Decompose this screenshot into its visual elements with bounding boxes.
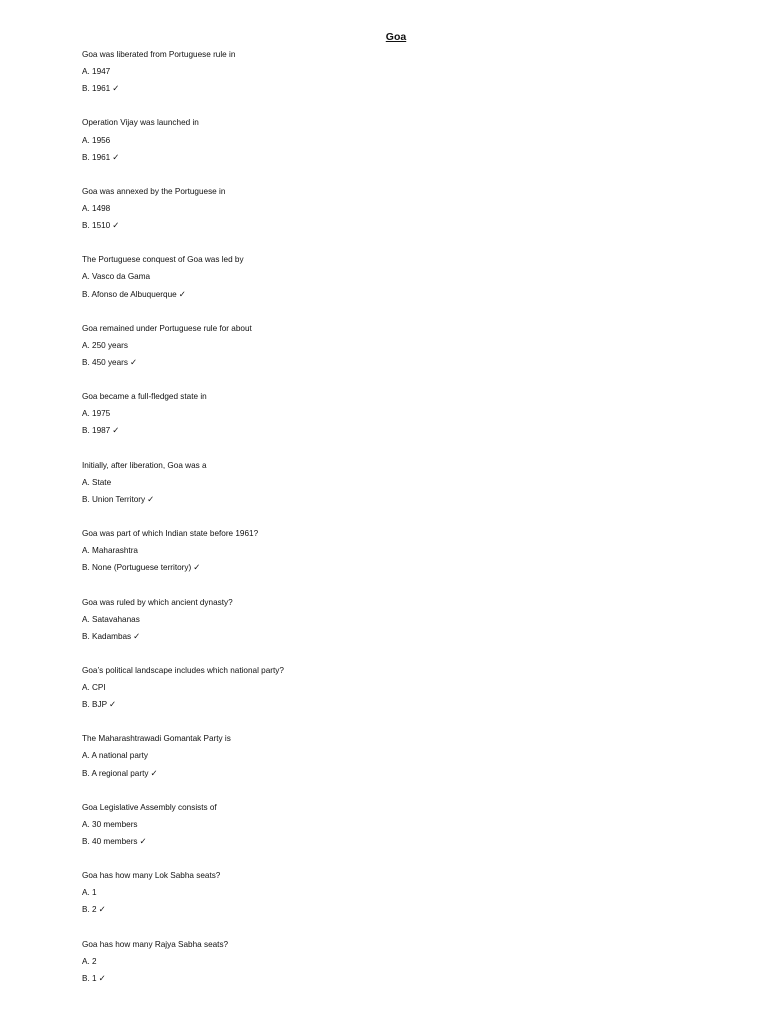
question-text: Goa has how many Lok Sabha seats? — [82, 871, 221, 881]
page-title: Goa — [385, 31, 407, 43]
check-mark-icon: ✓ — [133, 631, 141, 642]
check-mark-icon: ✓ — [112, 426, 120, 437]
question-block — [82, 939, 722, 1007]
check-mark-icon: ✓ — [147, 494, 155, 505]
option-b-text: B. BJP — [82, 700, 108, 710]
option-b-correct — [82, 83, 722, 100]
option-b-correct — [82, 699, 722, 716]
check-mark-icon: ✓ — [193, 563, 201, 574]
question-block — [82, 733, 722, 801]
question-text: Goa’s political landscape includes which national party? — [82, 665, 284, 675]
option-b-correct — [82, 768, 722, 785]
option-a: A. 1975 — [82, 409, 111, 419]
question-text: The Maharashtrawadi Gomantak Party is — [82, 734, 231, 744]
question-text: Goa was part of which Indian state before 1961? — [82, 529, 259, 539]
question-block — [82, 49, 722, 117]
check-mark-icon: ✓ — [178, 289, 186, 300]
question-block — [82, 323, 722, 391]
option-a: A. 1 — [82, 888, 97, 898]
option-b-correct — [82, 357, 722, 374]
question-block — [82, 460, 722, 528]
option-a: A. 1956 — [82, 135, 111, 145]
option-a: A. 30 members — [82, 819, 138, 829]
option-a: A. Satavahanas — [82, 614, 140, 624]
question-text: Goa Legislative Assembly consists of — [82, 802, 217, 812]
option-b-correct — [82, 425, 722, 442]
option-a: A. 1498 — [82, 203, 111, 213]
option-b-text: B. 2 — [82, 905, 97, 915]
check-mark-icon: ✓ — [112, 84, 120, 95]
question-block — [82, 254, 722, 322]
option-b-text: B. Afonso de Albuquerque — [82, 289, 177, 299]
question-block — [82, 117, 722, 185]
option-b-text: B. 40 members — [82, 837, 138, 846]
option-b-text: B. Union Territory — [82, 494, 146, 504]
option-b-correct — [82, 289, 722, 306]
question-block — [82, 186, 722, 254]
question-text: Goa was ruled by which ancient dynasty? — [82, 597, 233, 607]
question-text: Goa remained under Portuguese rule for about — [82, 323, 252, 333]
option-b-text: B. None (Portuguese territory) — [82, 563, 192, 573]
option-b-correct — [82, 220, 722, 237]
option-b-correct — [82, 494, 722, 511]
question-list — [82, 49, 722, 1007]
option-b-correct — [82, 904, 722, 921]
question-text: Initially, after liberation, Goa was a — [82, 460, 207, 470]
question-block — [82, 665, 722, 733]
option-b-text: B. 1961 — [82, 84, 111, 94]
option-b-correct — [82, 152, 722, 169]
option-b-correct — [82, 631, 722, 648]
option-a: A. 250 years — [82, 340, 128, 350]
question-block — [82, 802, 722, 870]
option-a: A. Vasco da Gama — [82, 272, 151, 282]
question-block — [82, 597, 722, 665]
option-a: A. CPI — [82, 683, 106, 693]
check-mark-icon: ✓ — [98, 905, 106, 916]
question-text: Goa has how many Rajya Sabha seats? — [82, 939, 229, 949]
check-mark-icon: ✓ — [139, 837, 147, 847]
option-a: A. 2 — [82, 956, 97, 966]
option-b-text: B. 1961 — [82, 152, 111, 162]
question-text: Goa was annexed by the Portuguese in — [82, 186, 226, 196]
question-block — [82, 391, 722, 459]
option-b-correct — [82, 836, 722, 853]
check-mark-icon: ✓ — [112, 221, 120, 232]
question-text: Goa became a full-fledged state in — [82, 392, 207, 402]
option-b-text: B. 1510 — [82, 221, 111, 231]
option-b-correct — [82, 973, 722, 990]
option-b-text: B. A regional party — [82, 768, 149, 778]
check-mark-icon: ✓ — [129, 357, 138, 368]
option-b-text: B. 1 — [82, 973, 97, 983]
check-mark-icon: ✓ — [150, 768, 158, 779]
question-text: Operation Vijay was launched in — [82, 118, 199, 128]
question-block — [82, 870, 722, 938]
option-a: A. 1947 — [82, 67, 111, 77]
option-a: A. Maharashtra — [82, 546, 138, 556]
question-text: Goa was liberated from Portuguese rule in — [82, 50, 236, 59]
option-a: A. A national party — [82, 751, 148, 761]
question-text: The Portuguese conquest of Goa was led by — [82, 255, 244, 265]
option-b-text: B. 1987 — [82, 426, 111, 436]
option-b-correct — [82, 562, 722, 579]
check-mark-icon: ✓ — [98, 973, 106, 984]
option-a: A. State — [82, 477, 112, 487]
option-b-text: B. Kadambas — [82, 631, 132, 641]
option-b-text: B. 450 years — [82, 357, 128, 367]
check-mark-icon: ✓ — [109, 700, 117, 711]
question-block — [82, 528, 722, 596]
check-mark-icon: ✓ — [112, 152, 120, 163]
